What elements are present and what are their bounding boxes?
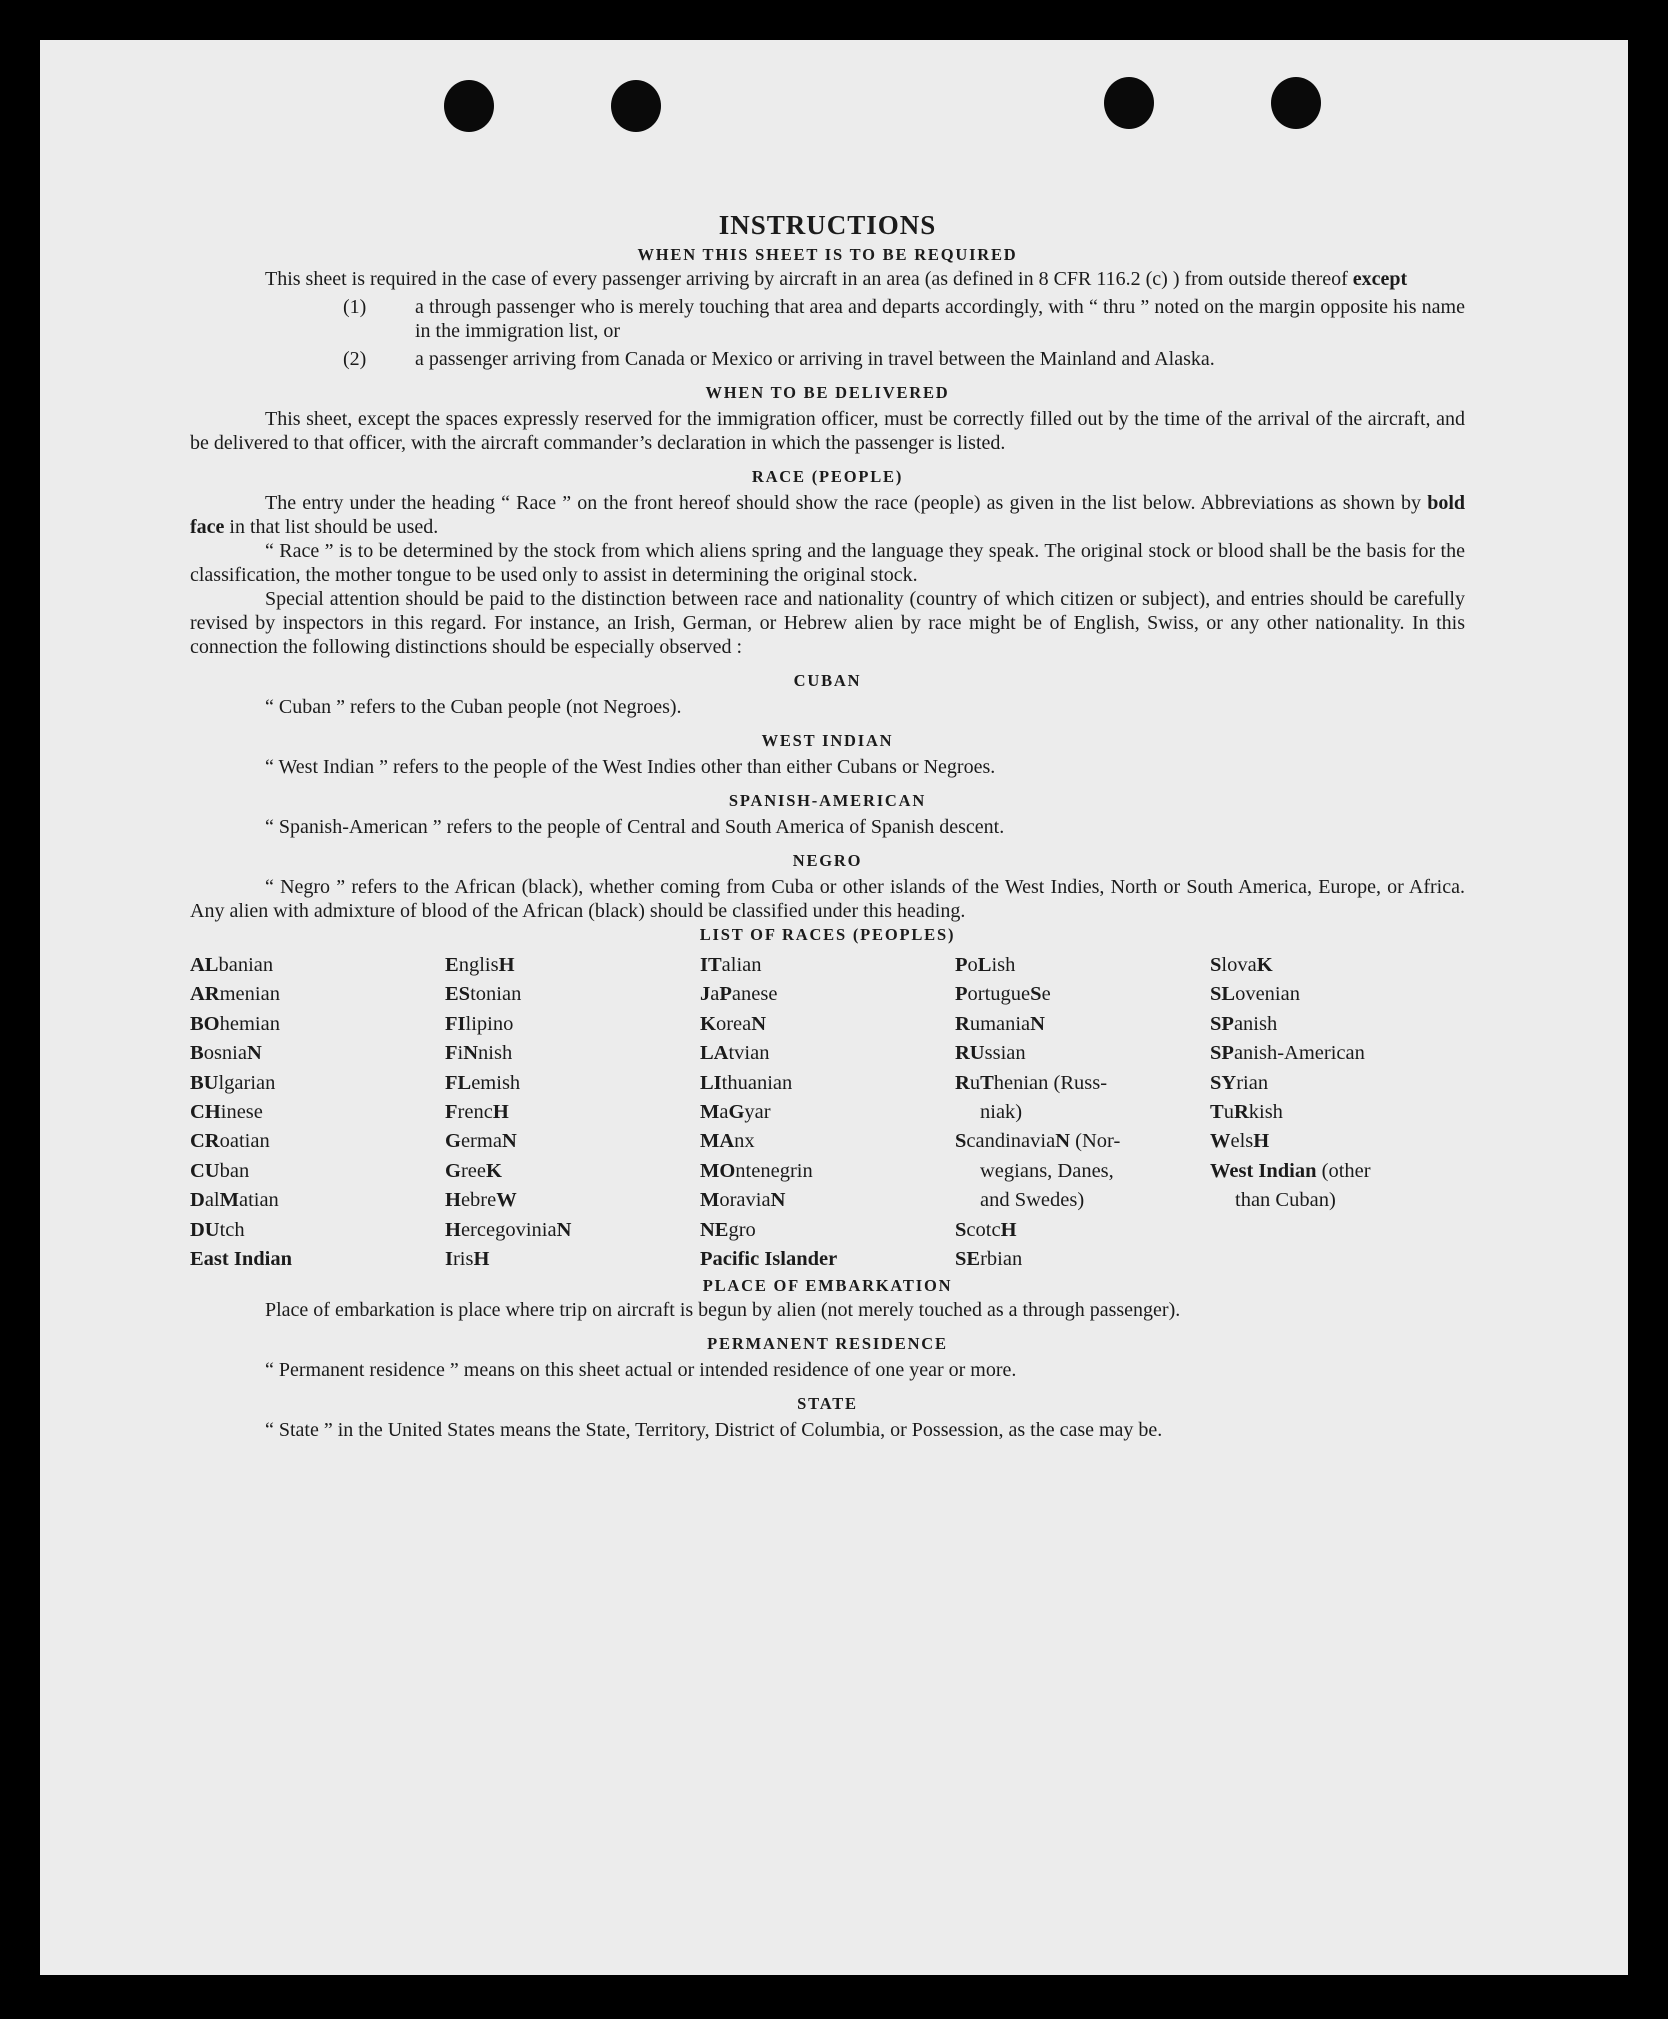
race-abbrev: DU [190, 1218, 220, 1241]
race-entry [955, 1127, 1210, 1156]
race-text: niak) [980, 1101, 1023, 1124]
item-number: (2) [343, 348, 367, 370]
spanish-american-text: “ Spanish-American ” refers to the people of Central and South America of Spanish descent. [265, 816, 1005, 838]
delivered-text: This sheet, except the spaces expressly reserved for the immigration officer, must be correctly filled out by the time of the arrival of the aircraft, and be delivered to that officer, with the aircraft commander’s declaration in which the passenger is listed. [190, 408, 1465, 454]
race-text: ovenian [1235, 983, 1300, 1006]
race-abbrev: T [1210, 1101, 1224, 1124]
heading-list-of-races: LIST OF RACES (PEOPLES) [699, 925, 956, 944]
race-abbrev: I [445, 1248, 453, 1271]
race-entry [445, 1245, 700, 1274]
race-abbrev: CR [190, 1130, 220, 1153]
punch-hole [611, 80, 661, 132]
race-text: ssian [984, 1042, 1026, 1065]
race-text: erma [460, 1130, 502, 1153]
race-abbrev: MA [700, 1130, 735, 1153]
race-paragraph-2: “ Race ” is to be determined by the stock from which aliens spring and the language they speak. The original stock or blood shall be the basis for the classification, the mother tongue to be used only to assist in determining the original stock. [190, 540, 1465, 586]
race-text: e [1041, 983, 1051, 1006]
race-abbrev: J [700, 983, 711, 1006]
race-abbrev: SP [1210, 1012, 1234, 1035]
heading-delivered: WHEN TO BE DELIVERED [705, 383, 950, 402]
race-entry [955, 980, 1210, 1009]
race-abbrev: Pacific Islander [700, 1248, 838, 1271]
race-text: oravia [719, 1189, 771, 1212]
negro-text: “ Negro ” refers to the African (black), whether coming from Cuba or other islands of the West Indies, North or South America, Europe, or Africa. Any alien with admixture of blood of the African (black) should be classified under this heading. [190, 876, 1465, 922]
race-text: u [1223, 1101, 1234, 1124]
races-column [445, 951, 700, 1274]
race-entry [190, 1069, 445, 1098]
race-abbrev: F [445, 1101, 458, 1124]
west-indian-text: “ West Indian ” refers to the people of the West Indies other than either Cubans or Negroes. [265, 756, 996, 778]
race-p1-before: The entry under the heading “ Race ” on the front hereof should show the race (people) as given in the list below. Abbreviations as shown by [265, 492, 1422, 514]
residence-text: “ Permanent residence ” means on this sheet actual or intended residence of one year or more. [265, 1359, 1017, 1382]
race-entry [445, 951, 700, 980]
heading-negro: NEGRO [792, 851, 863, 870]
race-entry [700, 1010, 955, 1039]
race-abbrev: S [955, 1130, 967, 1153]
race-abbrev: N [751, 1012, 767, 1035]
race-text: oatian [219, 1130, 270, 1153]
race-text: candinavia [966, 1130, 1056, 1153]
race-abbrev: West Indian [1210, 1159, 1317, 1182]
race-abbrev: K [1256, 954, 1273, 976]
race-text: anese [731, 983, 778, 1006]
race-text: nish [478, 1042, 513, 1065]
heading-residence: PERMANENT RESIDENCE [707, 1334, 948, 1354]
race-text: than Cuban) [1235, 1189, 1336, 1212]
race-entry [955, 1039, 1210, 1068]
punch-hole [1104, 77, 1154, 129]
race-text: rbian [980, 1248, 1023, 1271]
heading-required: WHEN THIS SHEET IS TO BE REQUIRED [637, 245, 1018, 264]
item-number: (1) [343, 296, 367, 318]
race-abbrev: N [556, 1218, 572, 1241]
race-text: ebre [460, 1189, 497, 1212]
races-list [190, 951, 1465, 1274]
race-entry [700, 1127, 955, 1156]
race-entry [445, 1069, 700, 1098]
race-abbrev: L [977, 954, 992, 976]
race-entry [445, 1039, 700, 1068]
race-entry [955, 951, 1210, 980]
race-entry [1210, 1186, 1465, 1215]
required-item [190, 347, 1465, 371]
race-entry [190, 1127, 445, 1156]
race-entry [445, 1216, 700, 1245]
race-text: i [457, 1042, 464, 1065]
race-abbrev: M [700, 1189, 720, 1212]
race-abbrev: FL [445, 1071, 472, 1094]
races-column [955, 951, 1210, 1274]
race-entry [190, 1216, 445, 1245]
race-entry [190, 1098, 445, 1127]
race-abbrev: P [955, 983, 968, 1006]
race-entry [700, 1186, 955, 1215]
race-text: alian [721, 954, 762, 976]
race-abbrev: T [980, 1071, 994, 1094]
state-text: “ State ” in the United States means the State, Territory, District of Columbia, or Possession, as the case may be. [265, 1419, 1163, 1442]
race-text: ree [460, 1159, 486, 1182]
race-entry [1210, 1098, 1465, 1127]
race-abbrev: R [1233, 1101, 1249, 1124]
race-abbrev: BO [190, 1012, 220, 1035]
race-entry [955, 1157, 1210, 1186]
race-text: o [967, 954, 978, 976]
page-title: INSTRUCTIONS [718, 210, 937, 240]
heading-west-indian: WEST INDIAN [761, 731, 894, 750]
race-p1-after: in that list should be used. [229, 516, 439, 538]
race-p1-bold: bold face [190, 492, 1466, 538]
race-entry [955, 1245, 1210, 1274]
race-abbrev: D [190, 1189, 205, 1212]
race-text: anish [1233, 1012, 1278, 1035]
race-abbrev: K [485, 1159, 502, 1182]
race-text: (Nor- [1070, 1130, 1121, 1153]
race-abbrev: SE [955, 1248, 981, 1271]
heading-embarkation: PLACE OF EMBARKATION [702, 1276, 953, 1296]
race-abbrev: G [728, 1101, 745, 1124]
required-except: except [1352, 268, 1408, 290]
race-abbrev: FI [445, 1012, 466, 1035]
race-abbrev: CU [190, 1159, 220, 1182]
race-entry [190, 951, 445, 980]
race-abbrev: N [770, 1189, 786, 1212]
race-text: a [719, 1101, 729, 1124]
required-intro-text: This sheet is required in the case of every passenger arriving by aircraft in an area (as defined in 8 CFR 116.2 (c) ) from outside thereof [265, 268, 1348, 290]
race-abbrev: F [445, 1042, 458, 1065]
race-text: and Swedes) [980, 1189, 1085, 1212]
race-entry [700, 951, 955, 980]
race-abbrev: N [463, 1042, 479, 1065]
race-text: inese [220, 1101, 263, 1124]
race-text: anish-American [1233, 1042, 1365, 1065]
race-abbrev: H [445, 1218, 461, 1241]
race-entry [190, 1039, 445, 1068]
race-abbrev: SP [1210, 1042, 1234, 1065]
race-text: lgarian [218, 1071, 276, 1094]
race-entry [1210, 1127, 1465, 1156]
race-entry [445, 1098, 700, 1127]
race-abbrev: S [1030, 983, 1042, 1006]
race-abbrev: N [1055, 1130, 1071, 1153]
race-abbrev: SY [1210, 1071, 1237, 1094]
race-entry [190, 1245, 445, 1274]
race-text: wegians, Danes, [980, 1159, 1114, 1182]
race-paragraph-1 [190, 491, 1465, 539]
race-abbrev: H [1000, 1218, 1017, 1241]
races-column [1210, 951, 1465, 1274]
race-text: rian [1236, 1071, 1269, 1094]
heading-race: RACE (PEOPLE) [751, 467, 904, 486]
race-text: nglis [458, 954, 499, 976]
embarkation-text: Place of embarkation is place where trip on aircraft is begun by alien (not merely touched as a through passenger). [265, 1299, 1181, 1322]
race-text: u [969, 1071, 981, 1094]
heading-spanish-american: SPANISH-AMERICAN [728, 791, 927, 810]
race-text: hemian [219, 1012, 280, 1035]
race-abbrev: SL [1210, 983, 1236, 1006]
race-abbrev: B [190, 1042, 204, 1065]
race-entry [955, 1069, 1210, 1098]
race-entry [1210, 1010, 1465, 1039]
race-text: atian [238, 1189, 279, 1212]
race-abbrev: NE [700, 1218, 729, 1241]
punch-hole [444, 80, 494, 132]
race-abbrev: N [501, 1130, 517, 1153]
race-text: tch [219, 1218, 245, 1241]
race-abbrev: H [473, 1248, 490, 1271]
race-entry [1210, 1039, 1465, 1068]
race-entry [955, 1010, 1210, 1039]
race-text: renc [457, 1101, 493, 1124]
race-abbrev: N [1030, 1012, 1045, 1035]
race-text: yar [744, 1101, 771, 1124]
race-entry [190, 1157, 445, 1186]
race-entry [445, 1186, 700, 1215]
race-abbrev: E [445, 954, 459, 976]
race-entry [445, 980, 700, 1009]
race-text: osnia [203, 1042, 247, 1065]
race-abbrev: K [700, 1012, 716, 1035]
item-text: a passenger arriving from Canada or Mexico or arriving in travel between the Mainland and Alaska. [415, 348, 1215, 370]
race-entry [1210, 1069, 1465, 1098]
race-abbrev: H [498, 954, 515, 976]
races-column [190, 951, 445, 1274]
race-text: nx [734, 1130, 755, 1153]
race-abbrev: LA [700, 1042, 729, 1065]
races-column [700, 951, 955, 1274]
race-paragraph-3: Special attention should be paid to the distinction between race and nationality (country of which citizen or subject), and entries should be carefully revised by inspectors in this regard. For instance, an Irish, German, or Hebrew alien by race might be of English, Swiss, or any other nationality. In this connection the following distinctions should be especially observed : [190, 588, 1465, 658]
race-text: a [710, 983, 720, 1006]
race-abbrev: W [1210, 1130, 1231, 1153]
race-entry [700, 1039, 955, 1068]
race-entry [445, 1157, 700, 1186]
race-abbrev: AL [190, 954, 219, 976]
race-text: banian [218, 954, 274, 976]
race-entry [190, 1186, 445, 1215]
race-entry [955, 1216, 1210, 1245]
required-intro [190, 267, 1465, 291]
race-entry [190, 1010, 445, 1039]
race-text: ntenegrin [735, 1159, 813, 1182]
race-text: cotc [966, 1218, 1001, 1241]
race-entry [700, 1157, 955, 1186]
race-text: thuanian [721, 1071, 793, 1094]
race-abbrev: M [700, 1101, 720, 1124]
race-text: henian (Russ- [993, 1071, 1108, 1094]
punch-hole [1271, 77, 1321, 129]
race-abbrev: CH [190, 1101, 221, 1124]
race-entry [700, 980, 955, 1009]
race-abbrev: R [955, 1071, 970, 1094]
race-abbrev: BU [190, 1071, 219, 1094]
race-text: gro [728, 1218, 756, 1241]
heading-state: STATE [797, 1394, 858, 1414]
race-text: lova [1221, 954, 1257, 976]
race-text: menian [219, 983, 280, 1006]
race-abbrev: H [492, 1101, 509, 1124]
race-abbrev: ES [445, 983, 471, 1006]
race-abbrev: N [246, 1042, 262, 1065]
required-item [190, 295, 1465, 343]
race-text: al [204, 1189, 220, 1212]
race-entry [1210, 980, 1465, 1009]
race-abbrev: M [219, 1189, 239, 1212]
race-abbrev: AR [190, 983, 220, 1006]
race-abbrev: G [445, 1159, 461, 1182]
race-text: emish [471, 1071, 521, 1094]
race-abbrev: W [496, 1189, 517, 1212]
race-entry [445, 1010, 700, 1039]
race-text: els [1230, 1130, 1254, 1153]
race-text: ish [991, 954, 1016, 976]
race-abbrev: P [955, 954, 968, 976]
race-abbrev: S [955, 1218, 967, 1241]
race-text: ris [452, 1248, 474, 1271]
race-entry [955, 1098, 1210, 1127]
race-abbrev: IT [700, 954, 722, 976]
race-text: ortugue [967, 983, 1031, 1006]
race-abbrev: G [445, 1130, 461, 1153]
instructions-content [190, 210, 1465, 1442]
item-text: a through passenger who is merely touching that area and departs accordingly, with “ thru ” noted on the margin opposite his name in the immigration list, or [415, 296, 1465, 342]
race-text: kish [1248, 1101, 1283, 1124]
race-abbrev: MO [700, 1159, 736, 1182]
race-abbrev: P [719, 983, 732, 1006]
race-text: orea [715, 1012, 752, 1035]
race-entry [1210, 951, 1465, 980]
heading-cuban: CUBAN [793, 671, 862, 690]
race-text: lipino [465, 1012, 514, 1035]
race-text: tonian [470, 983, 522, 1006]
race-text: tvian [728, 1042, 770, 1065]
race-abbrev: R [955, 1012, 970, 1035]
race-abbrev: S [1210, 954, 1222, 976]
race-entry [700, 1069, 955, 1098]
race-abbrev: LI [700, 1071, 722, 1094]
race-abbrev: H [445, 1189, 461, 1212]
race-text: (other [1316, 1159, 1371, 1182]
race-text: ban [219, 1159, 250, 1182]
race-entry [700, 1245, 955, 1274]
cuban-text: “ Cuban ” refers to the Cuban people (not Negroes). [265, 696, 682, 718]
race-text: umania [969, 1012, 1031, 1035]
race-abbrev: H [1253, 1130, 1270, 1153]
race-entry [700, 1098, 955, 1127]
race-abbrev: East Indian [190, 1248, 292, 1271]
document-page [40, 40, 1628, 1975]
race-abbrev: RU [955, 1042, 985, 1065]
race-entry [700, 1216, 955, 1245]
race-entry [1210, 1157, 1465, 1186]
race-entry [190, 980, 445, 1009]
race-text: ercegovinia [460, 1218, 557, 1241]
race-entry [445, 1127, 700, 1156]
race-entry [955, 1186, 1210, 1215]
